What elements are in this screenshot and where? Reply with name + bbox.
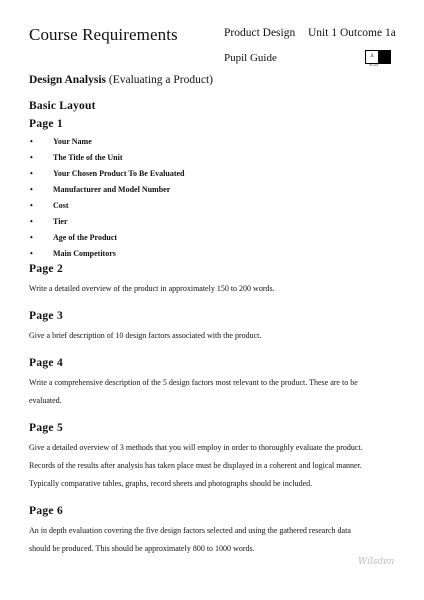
signature-watermark: Wilsden [358, 557, 395, 567]
list-item: • The Title of the Unit [29, 151, 401, 167]
list-item: • Manufacturer and Model Number [29, 183, 401, 199]
page-4-heading: Page 4 [29, 357, 64, 369]
list-item: • Tier [29, 215, 401, 231]
page-2-heading: Page 2 [29, 263, 64, 275]
bullet-icon: • [30, 185, 33, 194]
page-2-section [29, 263, 401, 298]
document-heading-rest: (Evaluating a Product) [106, 74, 213, 86]
page-5-section [29, 422, 401, 493]
document-heading-bold: Design Analysis [29, 74, 107, 86]
page-3-section [29, 310, 401, 345]
bullet-icon: • [30, 217, 33, 226]
page-3-text: Give a brief description of 10 design factors associated with the product. [29, 331, 262, 340]
unit-label: Unit 1 Outcome 1a [308, 27, 396, 39]
list-item: • Age of the Product [29, 231, 401, 247]
page-1-heading: Page 1 [29, 118, 64, 130]
bullet-icon: • [30, 137, 33, 146]
page-4-text [29, 374, 401, 410]
page-5-text [29, 439, 401, 493]
page-3-heading: Page 3 [29, 310, 64, 322]
bullet-icon: • [30, 249, 33, 258]
document-header [0, 0, 424, 80]
page-5-line: Records of the results after analysis has taken place must be displayed in a coherent and logical manner. [29, 461, 362, 470]
bullet-icon: • [30, 153, 33, 162]
page-4-line: evaluated. [29, 396, 62, 405]
list-item: • Your Name [29, 135, 401, 151]
page-6-line: should be produced. This should be approximately 800 to 1000 words. [29, 544, 255, 553]
list-item: • Cost [29, 199, 401, 215]
document-body [29, 74, 401, 570]
list-item: • Main Competitors [29, 247, 401, 263]
page-2-text: Write a detailed overview of the product in approximately 150 to 200 words. [29, 284, 275, 293]
school-logo [365, 50, 391, 67]
page-4-section [29, 357, 401, 410]
course-title: Course Requirements [29, 25, 178, 44]
page-5-heading: Page 5 [29, 422, 64, 434]
page-6-text [29, 522, 401, 558]
bullet-icon: • [30, 169, 33, 178]
logo-caption: Tr ord [369, 63, 378, 67]
basic-layout-heading: Basic Layout [29, 100, 96, 112]
page-4-line: Write a comprehensive description of the 5 design factors most relevant to the product. These are to be [29, 378, 358, 387]
document-heading [29, 74, 401, 86]
guide-label: Pupil Guide [224, 52, 277, 64]
bullet-icon: • [30, 201, 33, 210]
list-item: • Your Chosen Product To Be Evaluated [29, 167, 401, 183]
page-1-list [29, 135, 401, 263]
subject-label: Product Design [224, 27, 296, 39]
page-6-section [29, 505, 401, 558]
page-5-line: Typically comparative tables, graphs, record sheets and photographs should be included. [29, 479, 313, 488]
logo-box: Δ [365, 50, 379, 64]
page-6-heading: Page 6 [29, 505, 64, 517]
logo-bar [378, 50, 391, 64]
page-6-line: An in depth evaluation covering the five design factors selected and using the gathered research data [29, 526, 351, 535]
page-5-line: Give a detailed overview of 3 methods that you will employ in order to thoroughly evaluate the product. [29, 443, 363, 452]
bullet-icon: • [30, 233, 33, 242]
